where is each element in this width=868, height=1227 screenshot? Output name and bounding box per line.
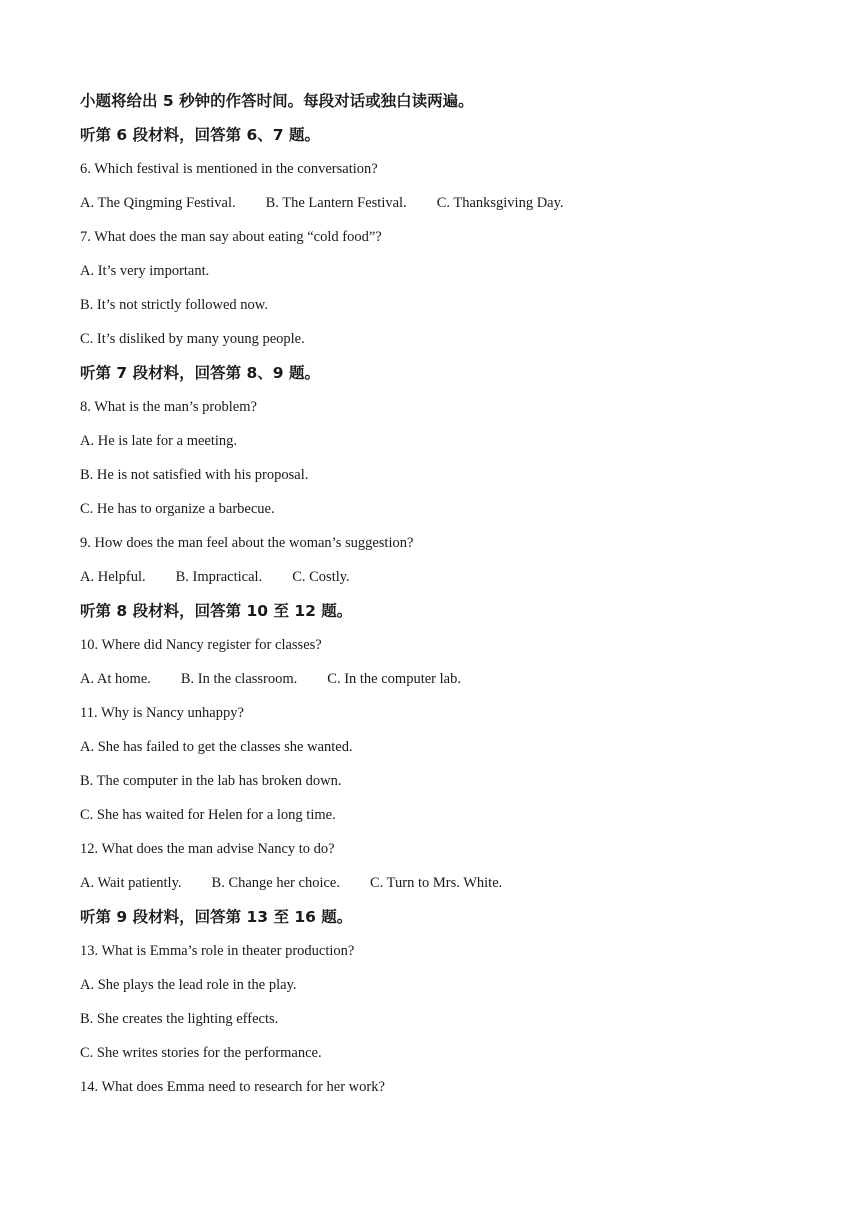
- answer-option: A. She plays the lead role in the play.: [80, 977, 297, 993]
- answer-option: B. Impractical.: [175, 569, 263, 585]
- question-text: 14. What does Emma need to research for her work?: [80, 1079, 385, 1095]
- answer-option: B. It’s not strictly followed now.: [80, 297, 268, 313]
- answer-option: A. She has failed to get the classes she wanted.: [80, 739, 353, 755]
- section-heading: 听第 8 段材料，回答第 10 至 12 题。: [80, 602, 353, 620]
- answer-option: B. She creates the lighting effects.: [80, 1011, 279, 1027]
- question-text: 11. Why is Nancy unhappy?: [80, 705, 244, 721]
- answer-option: A. Helpful.: [80, 569, 146, 585]
- question-text: 9. How does the man feel about the woman’s suggestion?: [80, 535, 414, 551]
- answer-option: A. He is late for a meeting.: [80, 433, 238, 449]
- answer-option: B. The computer in the lab has broken down.: [80, 773, 342, 789]
- section-heading: 听第 6 段材料，回答第 6、7 题。: [80, 126, 320, 144]
- answer-option: C. Turn to Mrs. White.: [369, 875, 503, 891]
- answer-option: C. He has to organize a barbecue.: [80, 501, 275, 517]
- answer-options-row: [80, 186, 800, 220]
- answer-option: B. The Lantern Festival.: [265, 195, 407, 211]
- answer-option: B. He is not satisfied with his proposal.: [80, 467, 309, 483]
- answer-option: B. Change her choice.: [211, 875, 340, 891]
- answer-option: B. In the classroom.: [180, 671, 298, 687]
- question-text: 13. What is Emma’s role in theater production?: [80, 943, 355, 959]
- answer-option: C. Thanksgiving Day.: [436, 195, 564, 211]
- answer-option: C. In the computer lab.: [327, 671, 461, 687]
- question-text: 7. What does the man say about eating “cold food”?: [80, 229, 382, 245]
- answer-option: C. She writes stories for the performance.: [80, 1045, 322, 1061]
- answer-option: C. It’s disliked by many young people.: [80, 331, 305, 347]
- answer-option: A. Wait patiently.: [80, 875, 182, 891]
- answer-option: C. She has waited for Helen for a long time.: [80, 807, 336, 823]
- section-heading: 听第 9 段材料，回答第 13 至 16 题。: [80, 908, 353, 926]
- answer-options-row: [80, 662, 800, 696]
- answer-option: A. It’s very important.: [80, 263, 210, 279]
- section-heading: 听第 7 段材料，回答第 8、9 题。: [80, 364, 320, 382]
- section-heading: 小题将给出 5 秒钟的作答时间。每段对话或独白读两遍。: [80, 92, 474, 110]
- answer-option: A. At home.: [80, 671, 151, 687]
- question-text: 8. What is the man’s problem?: [80, 399, 257, 415]
- question-text: 10. Where did Nancy register for classes?: [80, 637, 322, 653]
- answer-options-row: [80, 560, 800, 594]
- answer-option: A. The Qingming Festival.: [80, 195, 236, 211]
- answer-option: C. Costly.: [292, 569, 350, 585]
- answer-options-row: [80, 866, 800, 900]
- question-text: 6. Which festival is mentioned in the conversation?: [80, 161, 378, 177]
- question-text: 12. What does the man advise Nancy to do?: [80, 841, 335, 857]
- document-page: [80, 84, 800, 1104]
